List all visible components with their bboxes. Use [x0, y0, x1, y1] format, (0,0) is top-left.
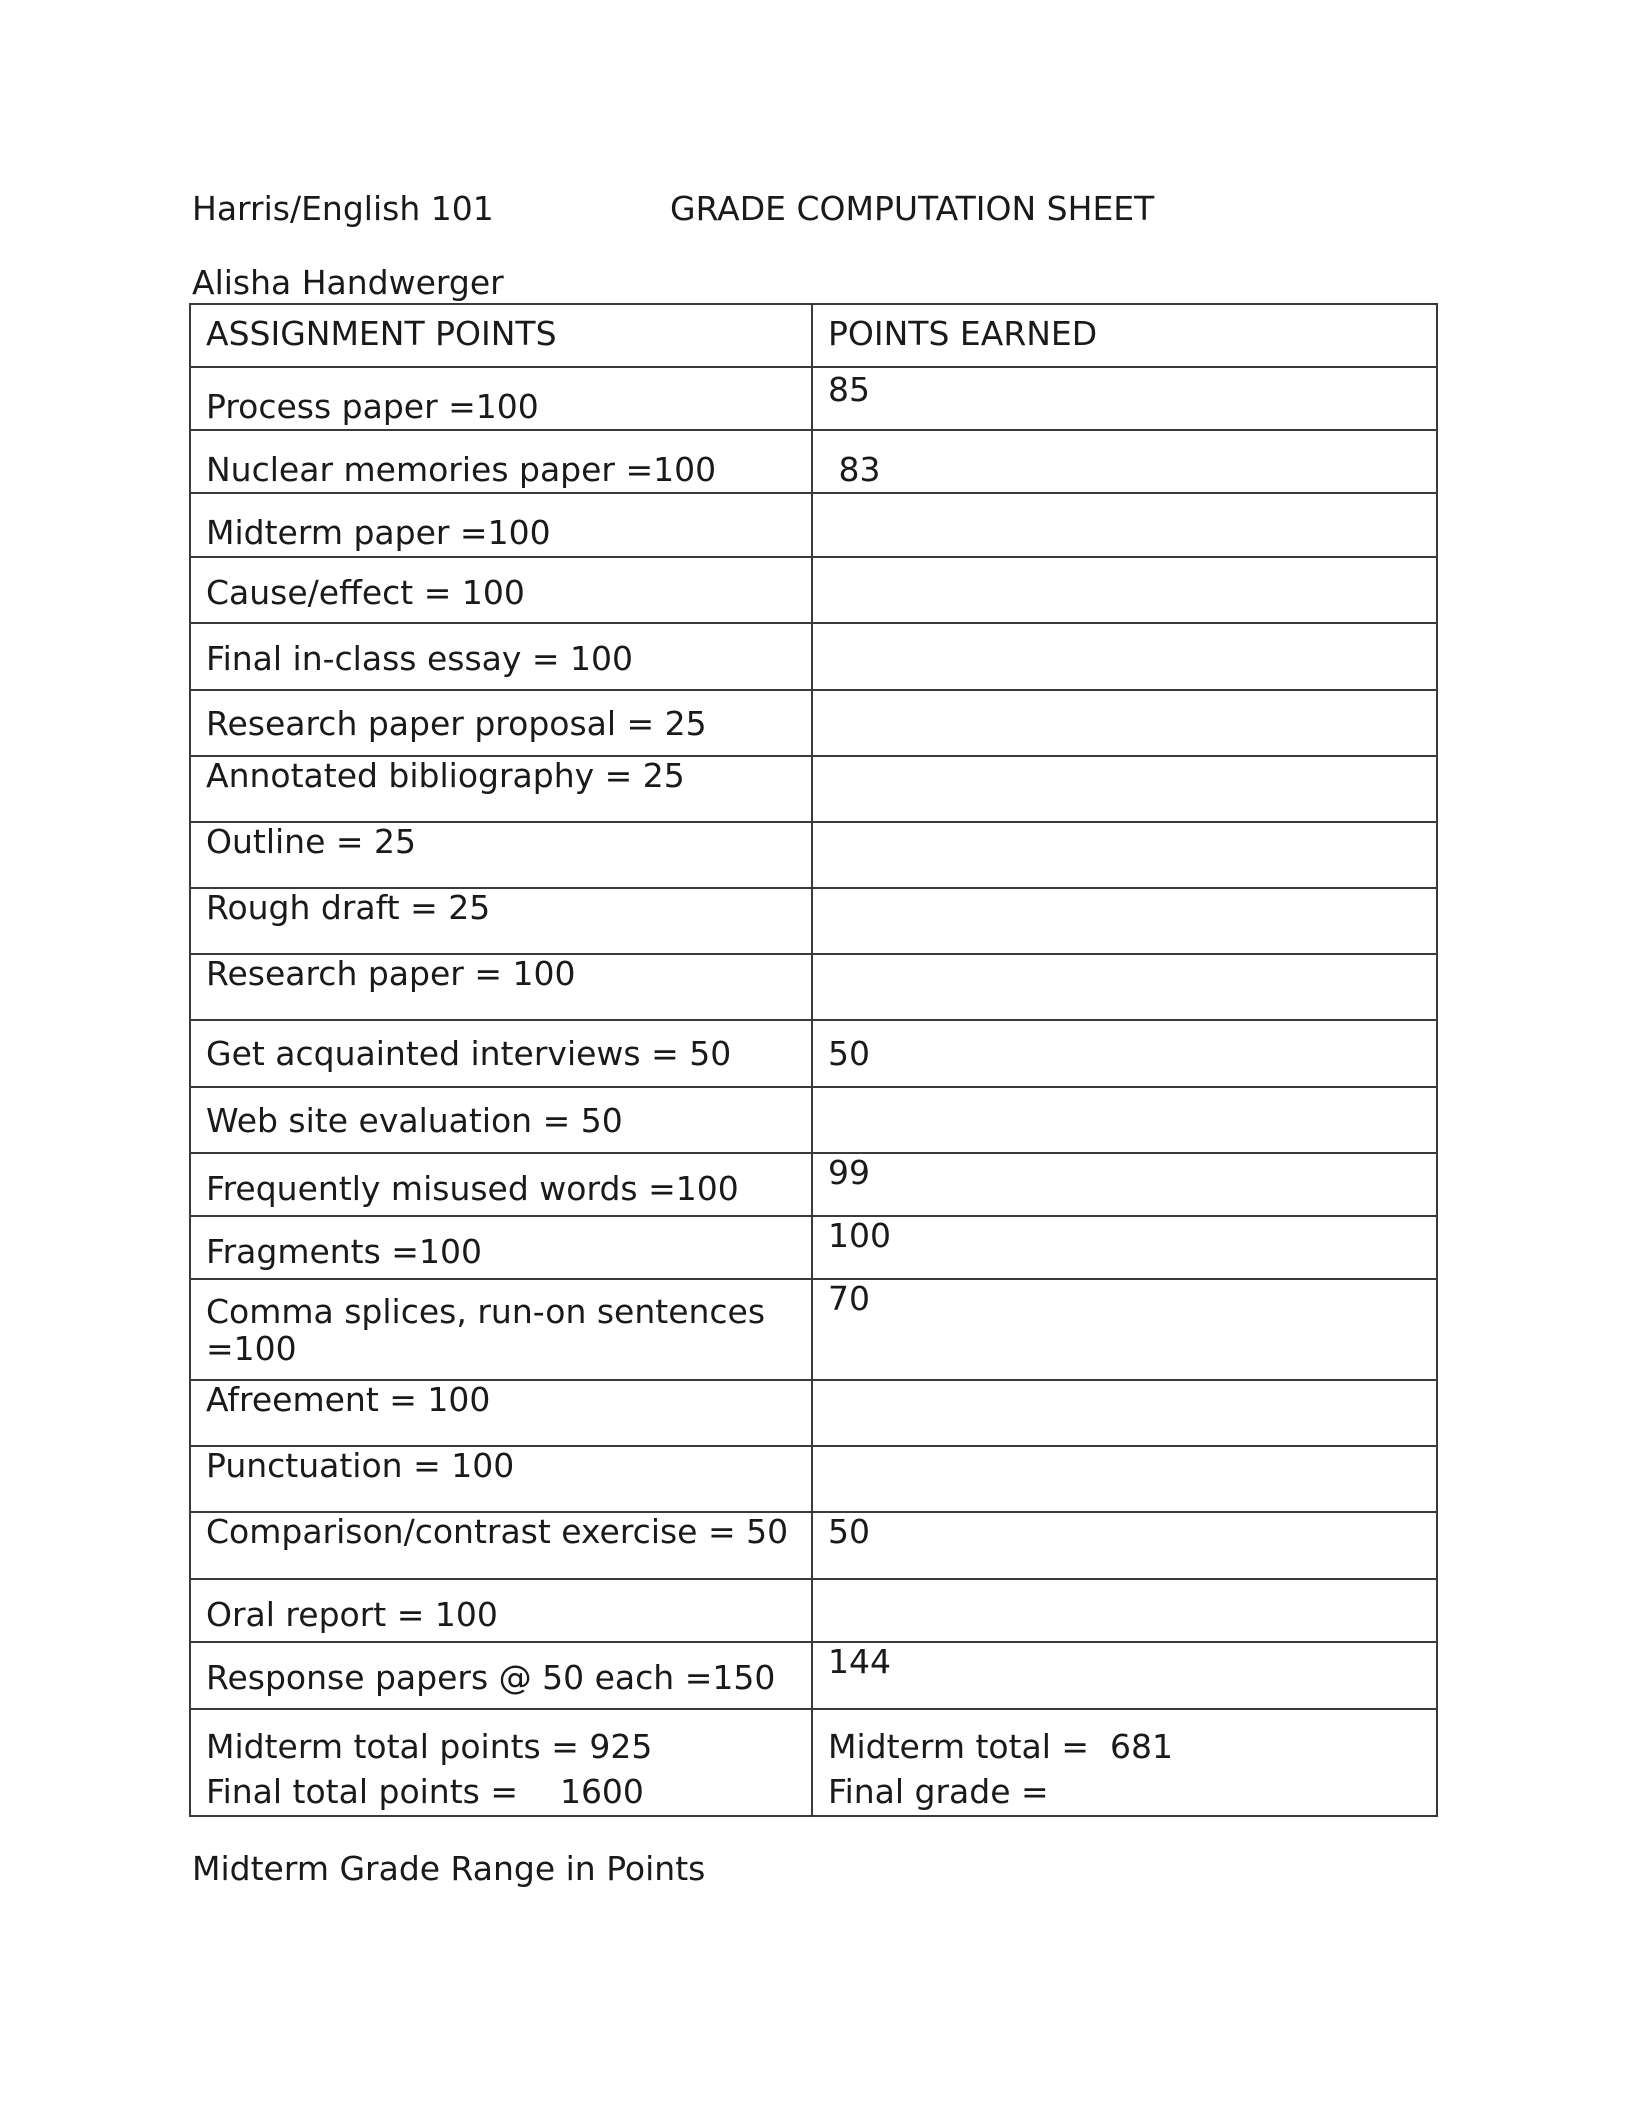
assignment-cell: Process paper =100 — [190, 367, 812, 430]
points-earned-cell — [812, 557, 1437, 623]
table-row — [190, 1087, 1437, 1153]
assignment-cell: Research paper proposal = 25 — [190, 690, 812, 756]
points-earned-cell: 50 — [812, 1020, 1437, 1087]
points-earned-cell — [812, 1446, 1437, 1512]
points-earned-cell: 83 — [812, 430, 1437, 493]
table-row — [190, 1642, 1437, 1709]
points-earned-cell — [812, 493, 1437, 557]
points-earned-cell — [812, 1380, 1437, 1446]
points-earned-cell: 70 — [812, 1279, 1437, 1380]
table-row — [190, 888, 1437, 954]
assignment-cell: Research paper = 100 — [190, 954, 812, 1020]
midterm-total-earned: Midterm total = 681 — [828, 1727, 1174, 1766]
assignment-cell: Midterm paper =100 — [190, 493, 812, 557]
table-row — [190, 690, 1437, 756]
table-row — [190, 822, 1437, 888]
table-row — [190, 1512, 1437, 1579]
grade-table — [189, 303, 1438, 1817]
course-label: Harris/English 101 — [192, 189, 494, 228]
points-earned-cell: 144 — [812, 1642, 1437, 1709]
table-row — [190, 367, 1437, 430]
total-earned-cell — [812, 1709, 1437, 1816]
table-row — [190, 1279, 1437, 1380]
points-earned-cell — [812, 1087, 1437, 1153]
assignment-cell: Afreement = 100 — [190, 1380, 812, 1446]
assignment-cell: Fragments =100 — [190, 1216, 812, 1279]
points-earned-cell: 85 — [812, 367, 1437, 430]
points-earned-cell — [812, 756, 1437, 822]
assignment-cell: Annotated bibliography = 25 — [190, 756, 812, 822]
assignment-cell: Frequently misused words =100 — [190, 1153, 812, 1216]
assignment-cell: Get acquainted interviews = 50 — [190, 1020, 812, 1087]
table-row — [190, 1020, 1437, 1087]
points-earned-cell: 100 — [812, 1216, 1437, 1279]
assignment-cell: Final in-class essay = 100 — [190, 623, 812, 690]
assignment-cell: Oral report = 100 — [190, 1579, 812, 1642]
student-name: Alisha Handwerger — [192, 263, 504, 302]
midterm-total-points: Midterm total points = 925 — [206, 1727, 653, 1766]
assignment-cell: Outline = 25 — [190, 822, 812, 888]
points-earned-cell — [812, 954, 1437, 1020]
totals-row — [190, 1709, 1437, 1816]
final-total-points: Final total points = 1600 — [206, 1772, 644, 1811]
assignment-cell: Comparison/contrast exercise = 50 — [190, 1512, 812, 1579]
table-row — [190, 756, 1437, 822]
table-row — [190, 1153, 1437, 1216]
points-earned-cell — [812, 1579, 1437, 1642]
points-earned-cell: 50 — [812, 1512, 1437, 1579]
table-row — [190, 954, 1437, 1020]
final-grade: Final grade = — [828, 1772, 1049, 1811]
assignment-cell: Web site evaluation = 50 — [190, 1087, 812, 1153]
table-row — [190, 493, 1437, 557]
assignment-cell: Rough draft = 25 — [190, 888, 812, 954]
assignment-cell: Punctuation = 100 — [190, 1446, 812, 1512]
assignment-cell: Comma splices, run-on sentences =100 — [190, 1279, 812, 1380]
table-row — [190, 623, 1437, 690]
points-earned-cell — [812, 888, 1437, 954]
assignment-cell: Response papers @ 50 each =150 — [190, 1642, 812, 1709]
points-earned-cell — [812, 822, 1437, 888]
table-row — [190, 1216, 1437, 1279]
sheet-title: GRADE COMPUTATION SHEET — [670, 189, 1155, 228]
points-earned-cell — [812, 690, 1437, 756]
table-row — [190, 1380, 1437, 1446]
table-header-row — [190, 304, 1437, 367]
assignment-cell: Cause/effect = 100 — [190, 557, 812, 623]
points-earned-cell — [812, 623, 1437, 690]
midterm-grade-range-label: Midterm Grade Range in Points — [192, 1849, 706, 1888]
table-row — [190, 1446, 1437, 1512]
table-row — [190, 1579, 1437, 1642]
points-earned-header: POINTS EARNED — [812, 304, 1437, 367]
assignment-cell: Nuclear memories paper =100 — [190, 430, 812, 493]
table-row — [190, 430, 1437, 493]
total-points-cell — [190, 1709, 812, 1816]
points-earned-cell: 99 — [812, 1153, 1437, 1216]
assignment-points-header: ASSIGNMENT POINTS — [190, 304, 812, 367]
table-row — [190, 557, 1437, 623]
